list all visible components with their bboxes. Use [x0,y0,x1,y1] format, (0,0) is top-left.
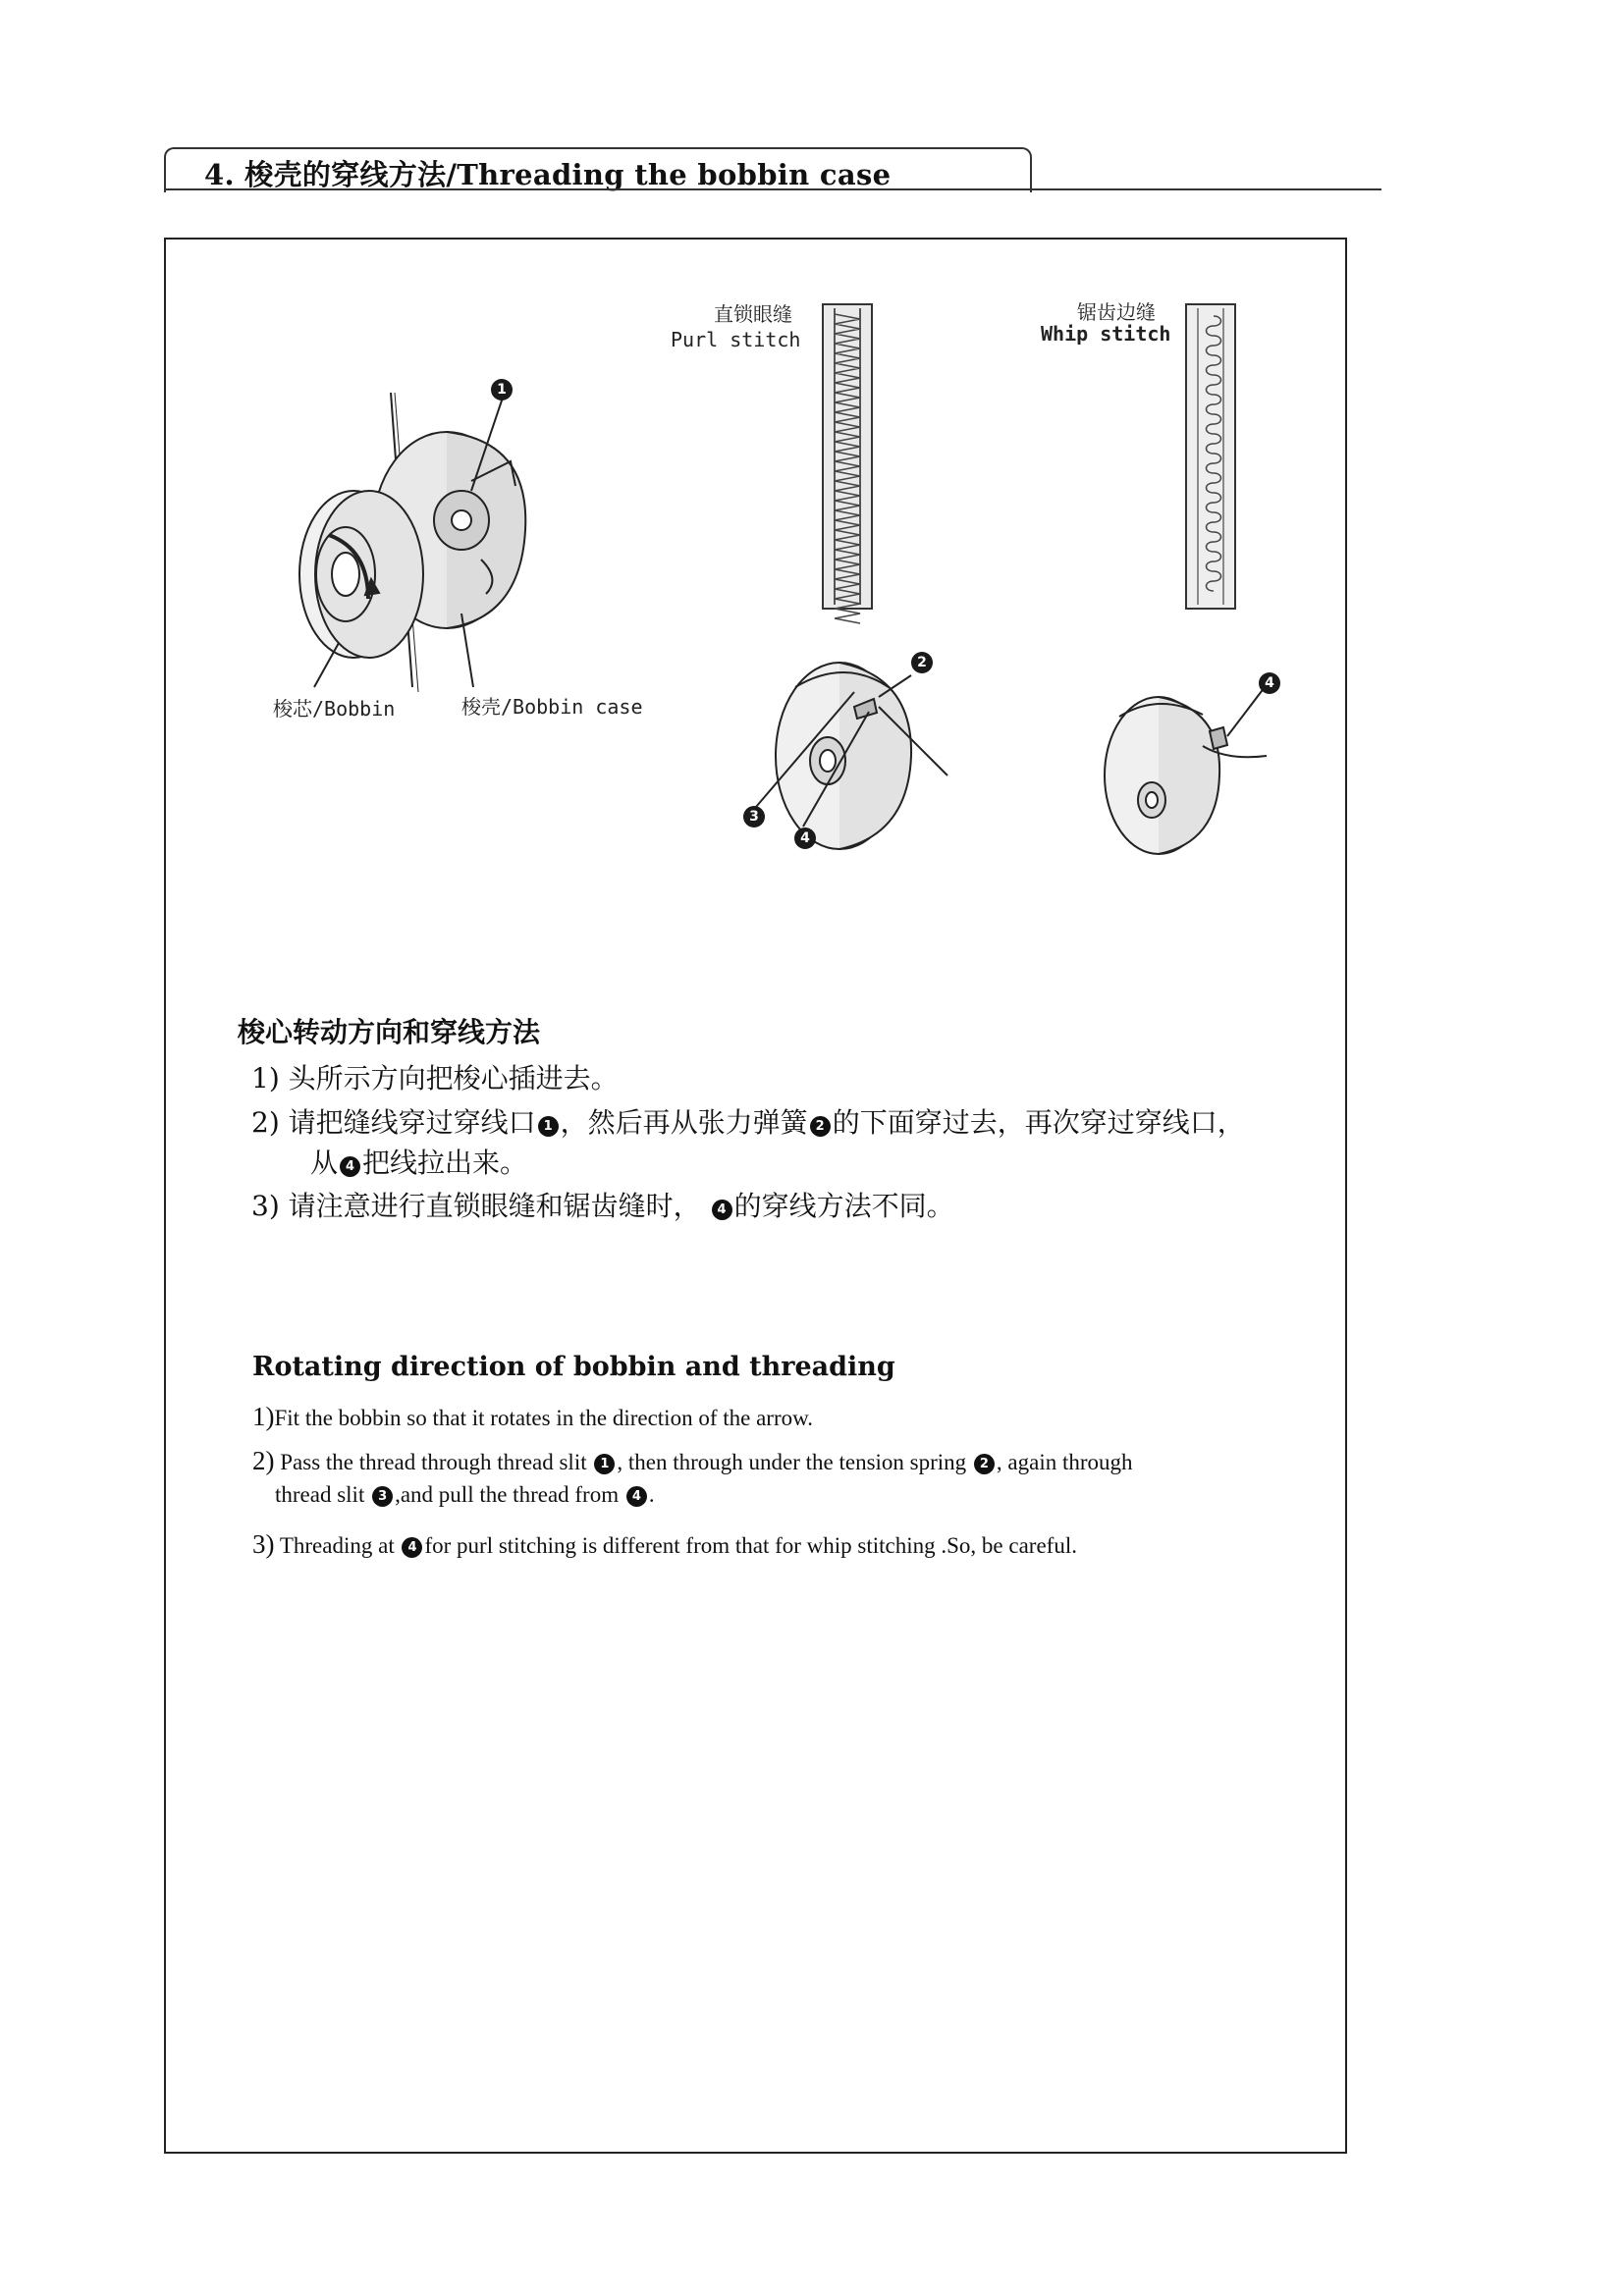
callout-2: 2 [911,652,933,673]
en-item-2-text-b: , then through under the tension spring [617,1450,967,1474]
zh-item-2-text-b: ，然后再从张力弹簧 [560,1106,808,1139]
marker-4-icon: 4 [340,1156,360,1177]
zh-item-2-text-d: 从 [310,1147,339,1179]
purl-stitch-drawing [823,304,872,623]
zh-item-1 [251,1057,619,1096]
zh-heading: 梭心转动方向和穿线方法 [238,1016,541,1048]
bobbin-label: 梭芯/Bobbin [273,697,396,721]
purl-stitch-label-en: Purl stitch [671,328,801,351]
callout-3: 3 [743,806,765,828]
en-item-2-text-c: , again through [996,1450,1133,1474]
zh-item-1-num: 1) [251,1062,280,1095]
marker-4-icon: 4 [626,1486,647,1507]
marker-1-icon: 1 [538,1116,559,1137]
en-item-1-num: 1) [252,1402,275,1431]
en-item-2-text-e: ,and pull the thread from [395,1482,620,1507]
zh-item-3-text-a: 请注意进行直锁眼缝和锯齿缝时， [288,1190,701,1222]
zh-item-2-text-a: 请把缝线穿过穿线口 [288,1106,536,1139]
bobbin-and-case-drawing [299,393,525,692]
en-item-2-text-a: Pass the thread through thread slit [280,1450,587,1474]
en-item-1 [252,1402,813,1432]
zh-item-3-text-b: 的穿线方法不同。 [733,1190,954,1222]
marker-4-icon: 4 [402,1537,422,1558]
en-item-2-num: 2) [252,1446,275,1475]
bobbin-case-purl-drawing [756,663,947,849]
en-item-1-text: Fit the bobbin so that it rotates in the direction of the arrow. [274,1406,813,1430]
zh-item-1-text: 头所示方向把梭心插进去。 [288,1062,619,1095]
en-item-3-text-b: for purl stitching is different from that for whip stitching .So, be careful. [424,1533,1077,1558]
zh-item-3 [251,1185,954,1224]
whip-stitch-drawing [1186,304,1235,609]
whip-stitch-label-zh: 锯齿边缝 [1077,300,1156,324]
en-item-3-num: 3) [252,1529,275,1559]
zh-item-2-text-e: 把线拉出来。 [362,1147,528,1179]
whip-stitch-label-en: Whip stitch [1041,322,1171,346]
zh-item-2-text-c: 的下面穿过去，再次穿过穿线口， [832,1106,1245,1139]
marker-1-icon: 1 [594,1454,615,1474]
en-item-2-text-f: . [648,1482,655,1507]
callout-4: 4 [794,828,816,849]
marker-2-icon: 2 [974,1454,995,1474]
zh-item-2-continued [310,1142,527,1181]
marker-2-icon: 2 [810,1116,831,1137]
en-item-2-text-d: thread slit [275,1482,365,1507]
marker-3-icon: 3 [372,1486,393,1507]
bobbin-case-label: 梭壳/Bobbin case [461,695,643,719]
en-item-3-text-a: Threading at [279,1533,395,1558]
en-item-3 [252,1529,1077,1560]
section-title: 4. 梭壳的穿线方法/Threading the bobbin case [204,158,892,191]
zh-item-2 [251,1101,1245,1141]
en-item-2 [252,1446,1133,1476]
bobbin-case-whip-drawing [1105,687,1267,854]
zh-item-2-num: 2) [251,1106,280,1139]
callout-4-whip: 4 [1259,672,1280,694]
marker-4-icon: 4 [712,1200,732,1220]
en-heading: Rotating direction of bobbin and threading [252,1352,895,1382]
en-item-2-continued [275,1482,655,1508]
callout-1: 1 [491,379,513,400]
zh-item-3-num: 3) [251,1190,280,1222]
purl-stitch-label-zh: 直锁眼缝 [714,302,792,326]
